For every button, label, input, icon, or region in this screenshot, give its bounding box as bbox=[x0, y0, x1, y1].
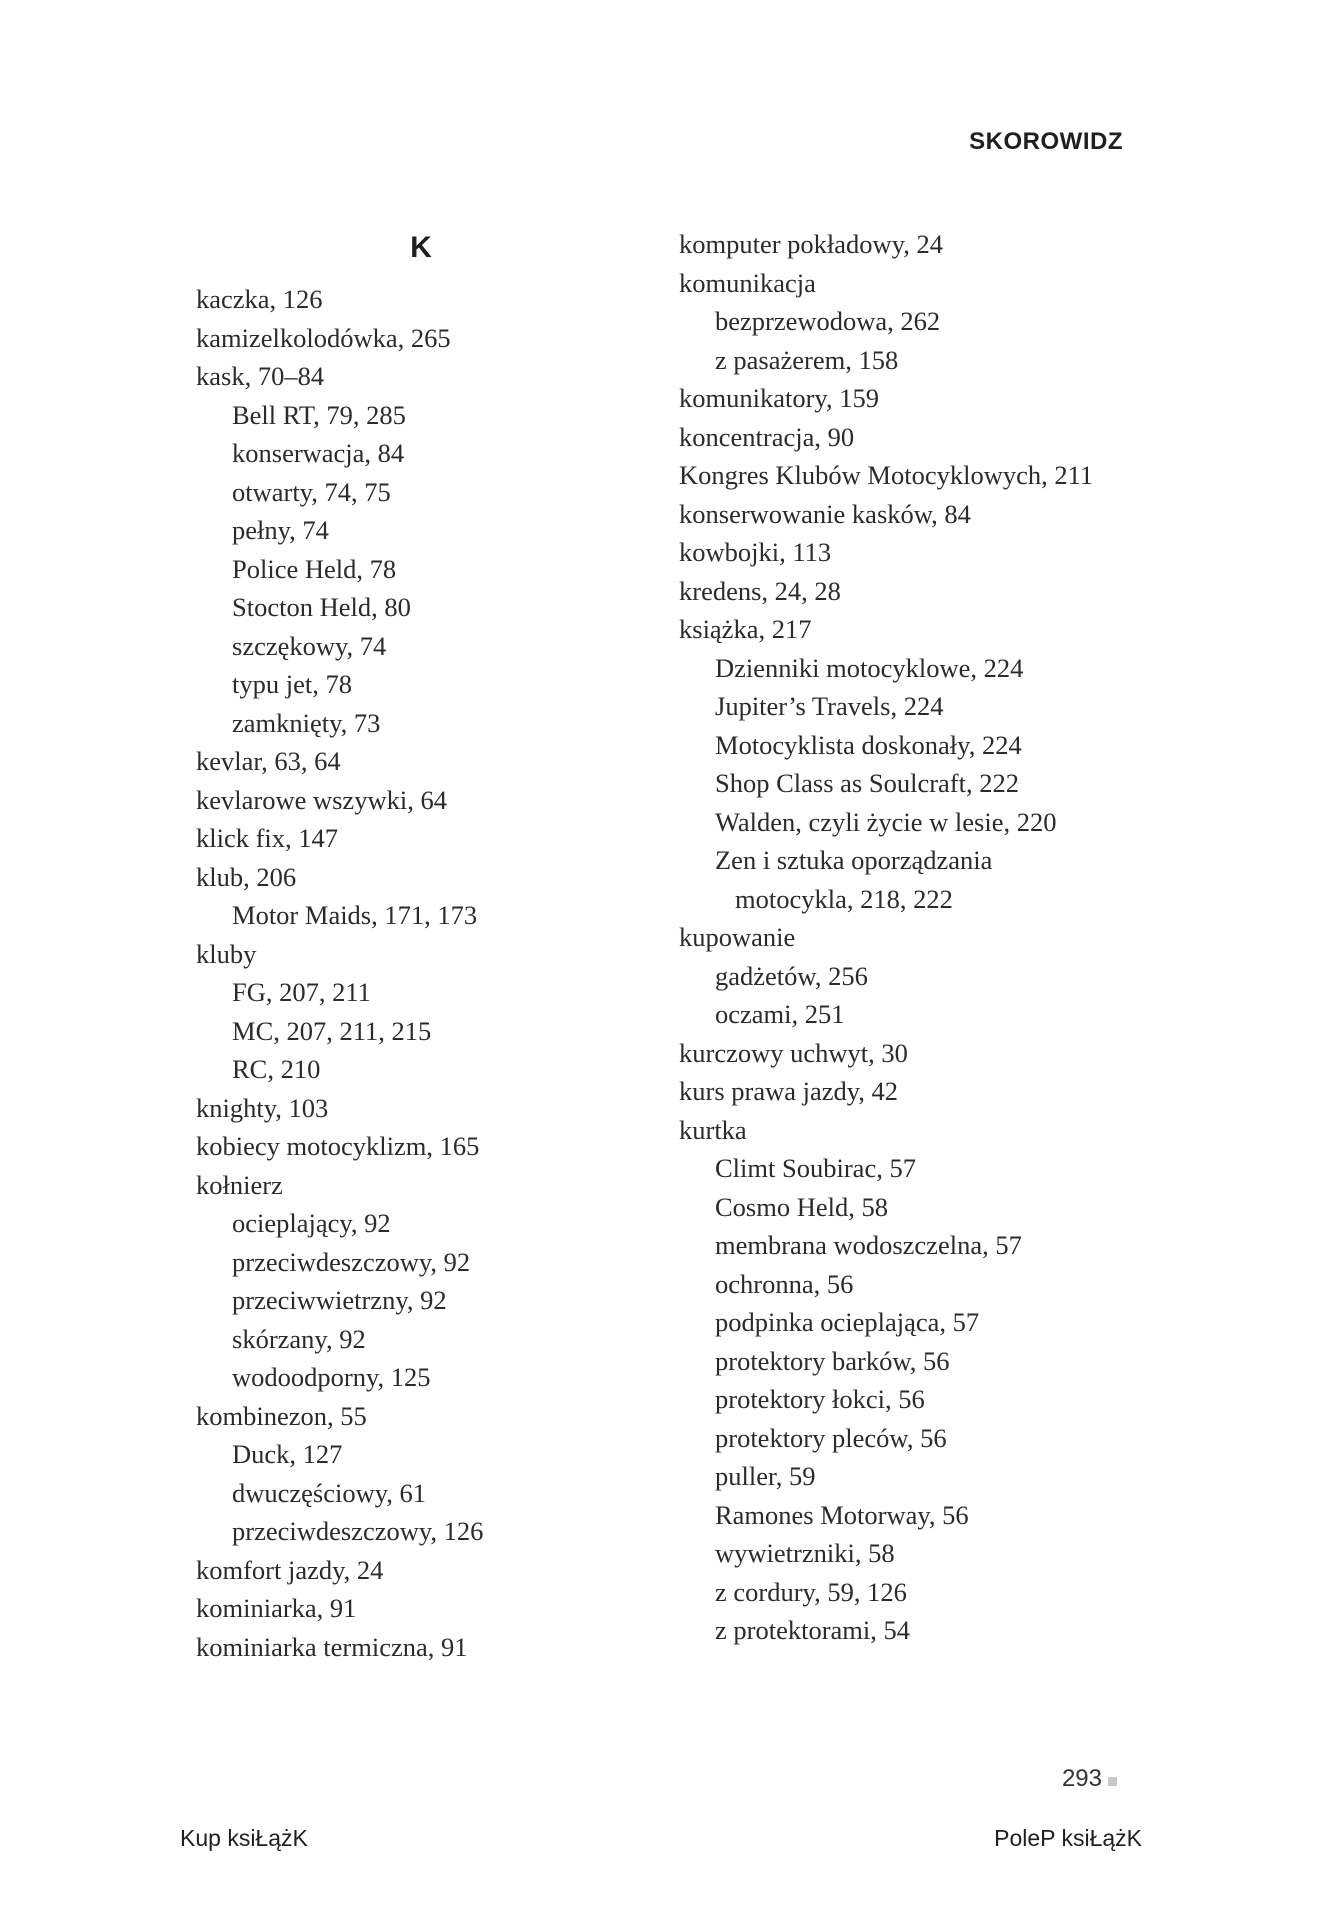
index-entry: knighty, 103 bbox=[196, 1092, 329, 1123]
index-subentry: Duck, 127 bbox=[232, 1439, 343, 1469]
index-subentry: FG, 207, 211 bbox=[232, 977, 371, 1007]
index-subentry: ochronna, 56 bbox=[715, 1268, 854, 1299]
index-subentry: Walden, czyli życie w lesie, 220 bbox=[715, 806, 1057, 837]
index-subentry: protektory łokci, 56 bbox=[715, 1384, 925, 1414]
index-subentry: Cosmo Held, 58 bbox=[715, 1191, 888, 1222]
index-subentry: Shop Class as Soulcraft, 222 bbox=[715, 768, 1019, 798]
page-marker bbox=[1108, 1777, 1117, 1786]
index-subentry: Stocton Held, 80 bbox=[232, 592, 411, 622]
index-subentry: podpinka ocieplająca, 57 bbox=[715, 1307, 980, 1337]
index-column-left bbox=[196, 225, 646, 1666]
index-entry: kaczka, 126 bbox=[196, 284, 323, 314]
index-list-left bbox=[196, 280, 646, 1666]
index-subentry: dwuczęściowy, 61 bbox=[232, 1477, 427, 1508]
index-subentry: gadżetów, 256 bbox=[715, 960, 868, 991]
index-subentry: ocieplający, 92 bbox=[232, 1208, 391, 1238]
index-subentry: oczami, 251 bbox=[715, 999, 845, 1029]
index-entry: komunikatory, 159 bbox=[679, 383, 879, 413]
index-subentry: protektory pleców, 56 bbox=[715, 1422, 947, 1453]
index-entry: kowbojki, 113 bbox=[679, 537, 832, 567]
index-subentry: motocykla, 218, 222 bbox=[735, 883, 953, 914]
page-number: 293 bbox=[1061, 1765, 1102, 1792]
buy-book-link[interactable]: Kup ksiŁążK bbox=[180, 1825, 308, 1851]
index-entry: kluby bbox=[196, 938, 257, 969]
index-subentry: Motor Maids, 171, 173 bbox=[232, 900, 478, 930]
index-subentry: puller, 59 bbox=[715, 1461, 816, 1491]
index-entry: książka, 217 bbox=[679, 614, 812, 644]
index-subentry: typu jet, 78 bbox=[232, 669, 352, 699]
index-subentry: membrana wodoszczelna, 57 bbox=[715, 1230, 1022, 1260]
index-column-right bbox=[679, 225, 1159, 1650]
index-subentry: Dzienniki motocyklowe, 224 bbox=[715, 652, 1024, 683]
index-entry: kevlarowe wszywki, 64 bbox=[196, 784, 447, 815]
index-subentry: przeciwdeszczowy, 92 bbox=[232, 1246, 471, 1277]
index-subentry: pełny, 74 bbox=[232, 515, 329, 545]
index-subentry: MC, 207, 211, 215 bbox=[232, 1015, 432, 1046]
index-subentry: otwarty, 74, 75 bbox=[232, 476, 391, 507]
index-subentry: protektory barków, 56 bbox=[715, 1345, 950, 1376]
index-entry: koncentracja, 90 bbox=[679, 421, 855, 452]
index-entry: kask, 70–84 bbox=[196, 361, 325, 391]
index-entry: konserwowanie kasków, 84 bbox=[679, 498, 971, 529]
recommend-book-link[interactable]: PoleP ksiŁążK bbox=[994, 1825, 1142, 1851]
index-entry: kamizelkolodówka, 265 bbox=[196, 322, 451, 353]
index-entry: kominiarka, 91 bbox=[196, 1593, 357, 1623]
index-subentry: Bell RT, 79, 285 bbox=[232, 399, 406, 430]
index-subentry: Ramones Motorway, 56 bbox=[715, 1499, 969, 1530]
index-subentry: skórzany, 92 bbox=[232, 1323, 366, 1354]
index-entry: kurczowy uchwyt, 30 bbox=[679, 1037, 908, 1068]
index-subentry: Zen i sztuka oporządzania bbox=[715, 845, 993, 875]
index-entry: kobiecy motocyklizm, 165 bbox=[196, 1131, 480, 1161]
index-entry: kredens, 24, 28 bbox=[679, 575, 841, 606]
index-subentry: RC, 210 bbox=[232, 1054, 321, 1084]
index-subentry: Police Held, 78 bbox=[232, 553, 397, 584]
index-entry: klick fix, 147 bbox=[196, 823, 339, 853]
index-subentry: z pasażerem, 158 bbox=[715, 344, 899, 375]
index-subentry: Jupiter’s Travels, 224 bbox=[715, 691, 944, 721]
index-subentry: zamknięty, 73 bbox=[232, 707, 381, 738]
index-list-right bbox=[679, 225, 1159, 1650]
index-entry: Kongres Klubów Motocyklowych, 211 bbox=[679, 460, 1094, 490]
index-subentry: z protektorami, 54 bbox=[715, 1615, 911, 1645]
index-entry: kurs prawa jazdy, 42 bbox=[679, 1076, 899, 1106]
index-entry: kevlar, 63, 64 bbox=[196, 746, 341, 776]
index-entry: kołnierz bbox=[196, 1169, 283, 1200]
index-subentry: wywietrzniki, 58 bbox=[715, 1538, 895, 1568]
index-subentry: bezprzewodowa, 262 bbox=[715, 306, 941, 336]
index-entry: klub, 206 bbox=[196, 861, 297, 892]
running-head: SKOROWIDZ bbox=[969, 128, 1123, 155]
index-subentry: przeciwwietrzny, 92 bbox=[232, 1285, 447, 1315]
index-entry: komunikacja bbox=[679, 267, 816, 298]
index-entry: kurtka bbox=[679, 1114, 747, 1145]
section-letter: K bbox=[410, 231, 432, 264]
index-subentry: wodoodporny, 125 bbox=[232, 1362, 431, 1392]
index-subentry: Climt Soubirac, 57 bbox=[715, 1153, 916, 1183]
index-entry: kominiarka termiczna, 91 bbox=[196, 1631, 468, 1662]
index-entry: kombinezon, 55 bbox=[196, 1400, 367, 1431]
index-entry: kupowanie bbox=[679, 922, 796, 952]
index-subentry: przeciwdeszczowy, 126 bbox=[232, 1516, 484, 1546]
index-entry: komfort jazdy, 24 bbox=[196, 1554, 384, 1585]
index-subentry: Motocyklista doskonały, 224 bbox=[715, 729, 1022, 760]
index-entry: komputer pokładowy, 24 bbox=[679, 229, 943, 259]
index-subentry: konserwacja, 84 bbox=[232, 438, 405, 468]
index-subentry: szczękowy, 74 bbox=[232, 630, 387, 661]
index-subentry: z cordury, 59, 126 bbox=[715, 1576, 907, 1607]
